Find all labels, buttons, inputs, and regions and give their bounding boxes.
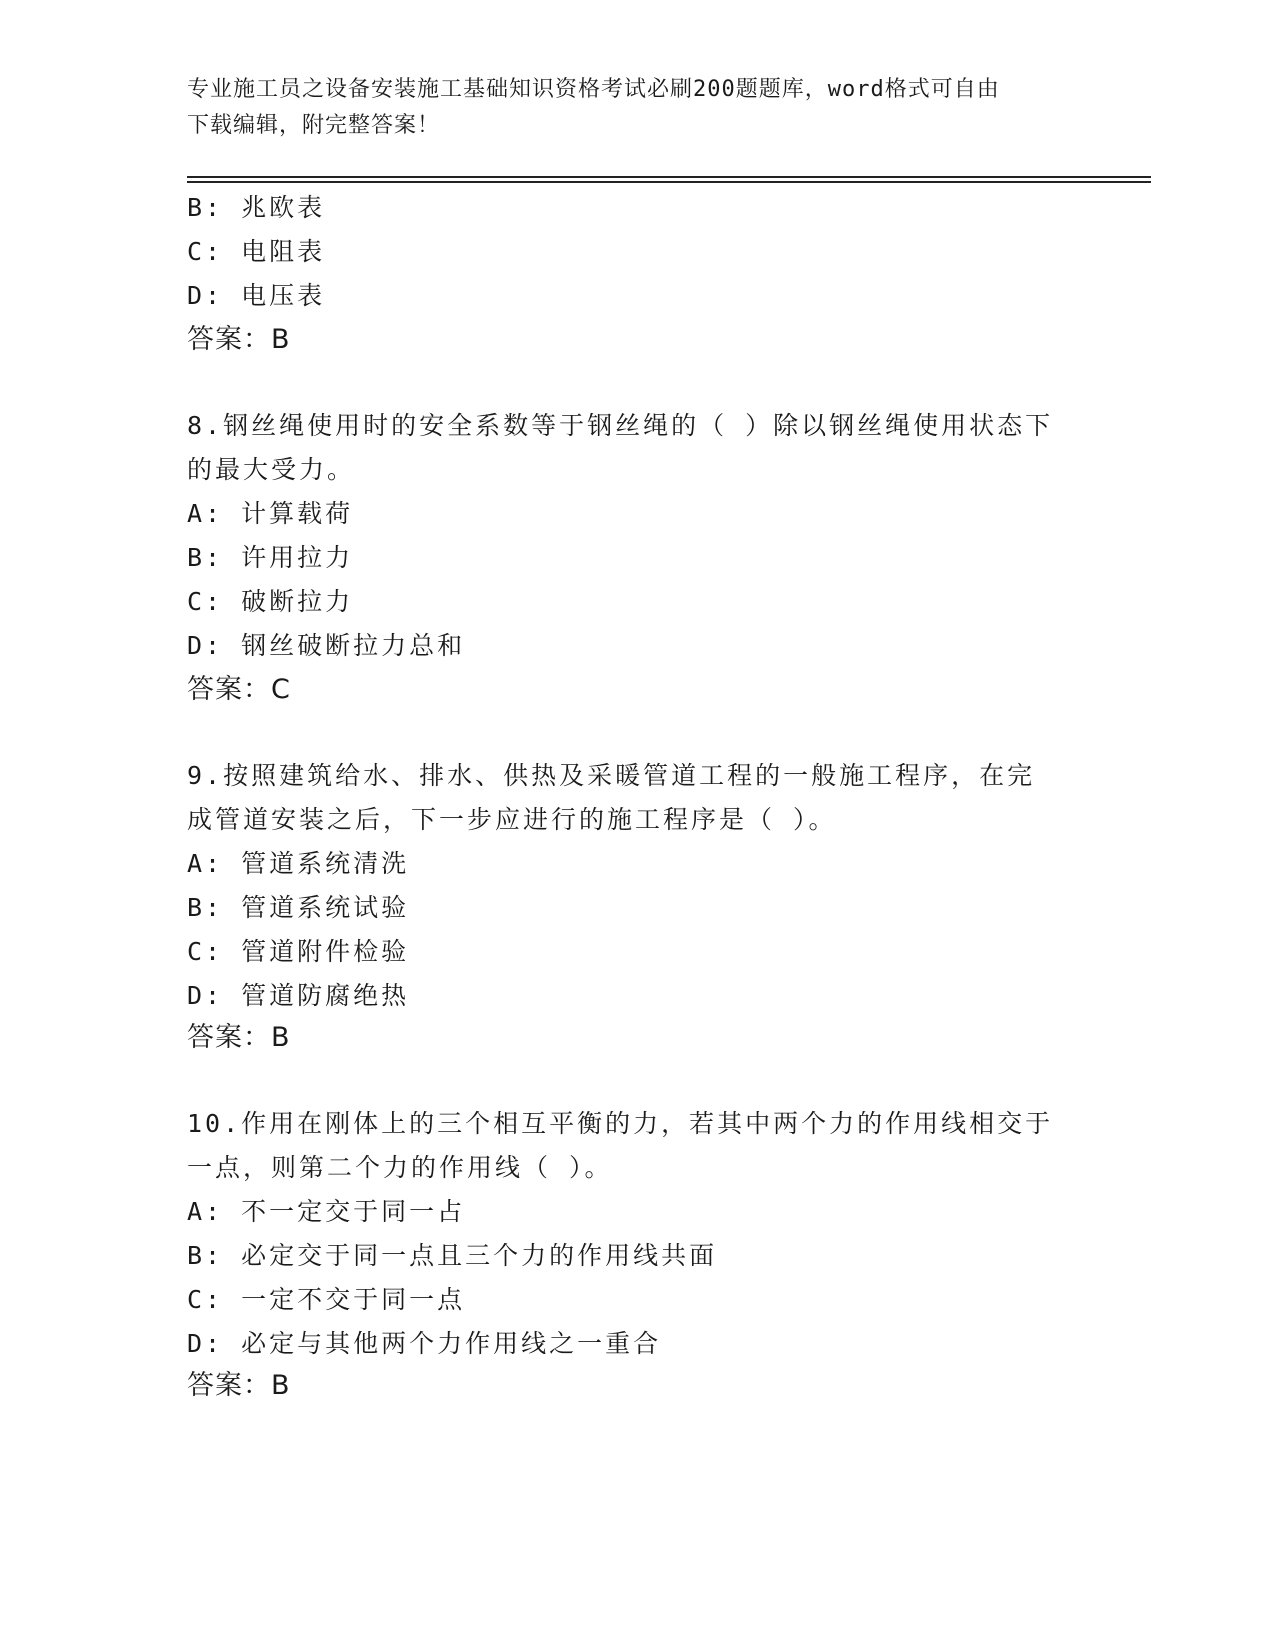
q8-stem-line-2: 的最大受力。	[187, 455, 356, 484]
q10-option-d: D: 必定与其他两个力作用线之一重合	[187, 1329, 662, 1358]
q8-option-c: C: 破断拉力	[187, 587, 354, 616]
header-line-1: 专业施工员之设备安装施工基础知识资格考试必刷200题题库，word格式可自由	[187, 77, 1000, 102]
q8-option-b: B: 许用拉力	[187, 543, 354, 572]
q10-option-c: C: 一定不交于同一点	[187, 1285, 466, 1314]
q7-option-d: D: 电压表	[187, 281, 326, 310]
q8-stem-line-1: 8.钢丝绳使用时的安全系数等于钢丝绳的（ ）除以钢丝绳使用状态下	[187, 411, 1054, 440]
q9-option-a: A: 管道系统清洗	[187, 849, 410, 878]
q10-option-b: B: 必定交于同一点且三个力的作用线共面	[187, 1241, 718, 1270]
q9-option-d: D: 管道防腐绝热	[187, 981, 410, 1010]
header-rule-top	[187, 176, 1151, 178]
q8-option-d: D: 钢丝破断拉力总和	[187, 631, 466, 660]
q7-option-b: B: 兆欧表	[187, 193, 326, 222]
header-rule-bottom	[187, 181, 1151, 183]
q9-option-b: B: 管道系统试验	[187, 893, 410, 922]
q9-answer: 答案：B	[187, 1022, 291, 1053]
document-header	[187, 72, 1067, 144]
q10-answer: 答案：B	[187, 1370, 291, 1401]
q9-option-c: C: 管道附件检验	[187, 937, 410, 966]
q8-option-a: A: 计算载荷	[187, 499, 354, 528]
q10-stem-line-2: 一点，则第二个力的作用线（ ）。	[187, 1153, 613, 1182]
q8-answer: 答案：C	[187, 674, 291, 705]
q10-option-a: A: 不一定交于同一占	[187, 1197, 466, 1226]
q9-stem-line-2: 成管道安装之后，下一步应进行的施工程序是（ ）。	[187, 805, 837, 834]
q7-answer: 答案：B	[187, 324, 291, 355]
q7-option-c: C: 电阻表	[187, 237, 326, 266]
q10-stem-line-1: 10.作用在刚体上的三个相互平衡的力，若其中两个力的作用线相交于	[187, 1109, 1054, 1138]
header-line-2: 下载编辑，附完整答案！	[187, 113, 441, 138]
q9-stem-line-1: 9.按照建筑给水、排水、供热及采暖管道工程的一般施工程序，在完	[187, 761, 1036, 790]
